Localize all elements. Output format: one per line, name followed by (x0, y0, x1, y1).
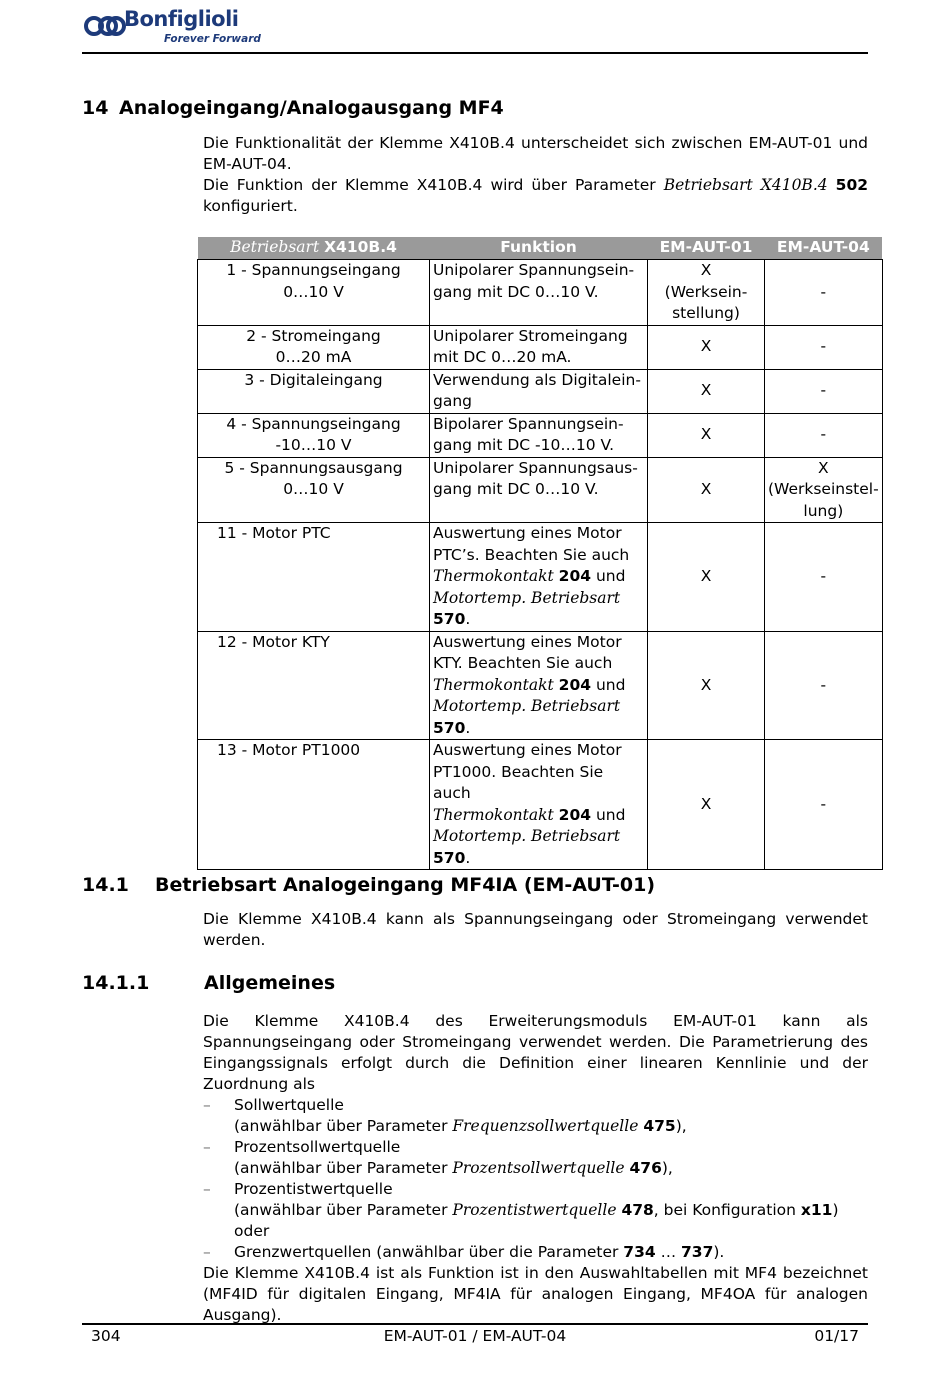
section-title: Analogeingang/Analogausgang MF4 (119, 97, 504, 119)
table-row: 2 - Stromeingang 0…20 mA Unipolarer Stromeingang mit DC 0…20 mA. X - (198, 325, 883, 369)
logo-text: Bonfiglioli (124, 7, 239, 31)
table-row: 3 - Digitaleingang Verwendung als Digitalein- gang X - (198, 369, 883, 413)
section-14-heading (82, 97, 504, 119)
table-row: 1 - Spannungseingang 0…10 V Unipolarer Spannungsein- gang mit DC 0…10 V. X (Werksein- stellung) - (198, 260, 883, 326)
table-header-function: Funktion (430, 237, 648, 260)
section-title: Betriebsart Analogeingang MF4IA (EM-AUT-01) (155, 874, 656, 896)
section-14-1-text: Die Klemme X410B.4 kann als Spannungseingang oder Stromeingang verwendet werden. (203, 910, 868, 949)
section-14-1-heading (82, 874, 655, 896)
list-item: – Grenzwertquellen (anwählbar über die Parameter 734 … 737). (203, 1242, 868, 1263)
intro-text: Die Funktion der Klemme X410B.4 wird über Parameter (203, 176, 664, 194)
page-number: 304 (91, 1327, 121, 1345)
table-row: 12 - Motor KTY Auswertung eines Motor KTY. Beachten Sie auch Thermokontakt 204 und Motortemp. Betriebsart 570. X - (198, 631, 883, 740)
list-item: – Sollwertquelle (anwählbar über Parameter Frequenzsollwertquelle 475), (203, 1095, 868, 1137)
header-rule (82, 52, 868, 54)
param-name: Betriebsart X410B.4 (663, 176, 828, 194)
intro-paragraph-1: Die Funktionalität der Klemme X410B.4 unterscheidet sich zwischen EM-AUT-01 und EM-AUT-04. (203, 134, 868, 173)
closing-paragraph: Die Klemme X410B.4 ist als Funktion ist in den Auswahltabellen mit MF4 bezeichnet (MF4ID für digitalen Eingang, MF4IA für analogen Eingang, MF4OA für analogen Ausgang). (203, 1264, 868, 1324)
param-number: 502 (835, 176, 869, 194)
list-item: – Prozentsollwertquelle (anwählbar über Parameter Prozentsollwertquelle 476), (203, 1137, 868, 1179)
section-14-1-1-body (203, 1011, 868, 1326)
table-header-mode: Betriebsart X410B.4 (198, 237, 430, 260)
footer-title: EM-AUT-01 / EM-AUT-04 (383, 1327, 567, 1345)
section-number: 14.1.1 (82, 972, 150, 994)
table-header-em-aut-01: EM-AUT-01 (648, 237, 765, 260)
list-item: – Prozentistwertquelle (anwählbar über Parameter Prozentistwertquelle 478, bei Konfiguration x11) oder (203, 1179, 868, 1242)
body-paragraph: Die Klemme X410B.4 des Erweiterungsmoduls EM-AUT-01 kann als Spannungseingang oder Stromeingang verwendet werden. Die Parametrierung des Eingangssignals erfolgt durch die Definition einer linearen Kennlinie und der Zuordnung als (203, 1012, 868, 1093)
footer-date: 01/17 (814, 1327, 859, 1345)
intro-text-end: konfiguriert. (203, 197, 298, 215)
table-row: 11 - Motor PTC Auswertung eines Motor PTC’s. Beachten Sie auch Thermokontakt 204 und Motortemp. Betriebsart 570. X - (198, 523, 883, 632)
source-list (203, 1095, 868, 1263)
mode-table (197, 237, 883, 870)
section-number: 14.1 (82, 874, 129, 896)
logo-tagline: Forever Forward (164, 33, 261, 45)
table-row: 5 - Spannungsausgang 0…10 V Unipolarer Spannungsaus- gang mit DC 0…10 V. X X (Werkseinstel- lung) (198, 457, 883, 523)
table-header-em-aut-04: EM-AUT-04 (765, 237, 883, 260)
table-row: 13 - Motor PT1000 Auswertung eines Motor PT1000. Beachten Sie auch Thermokontakt 204 und Motortemp. Betriebsart 570. X - (198, 740, 883, 870)
table-row: 4 - Spannungseingang -10…10 V Bipolarer Spannungsein- gang mit DC -10…10 V. X - (198, 413, 883, 457)
section-14-intro (203, 133, 868, 217)
section-14-1-1-heading (82, 972, 335, 994)
section-number: 14 (82, 97, 109, 119)
footer-rule (82, 1323, 868, 1325)
intro-paragraph-2 (203, 175, 868, 217)
section-title: Allgemeines (204, 972, 336, 994)
